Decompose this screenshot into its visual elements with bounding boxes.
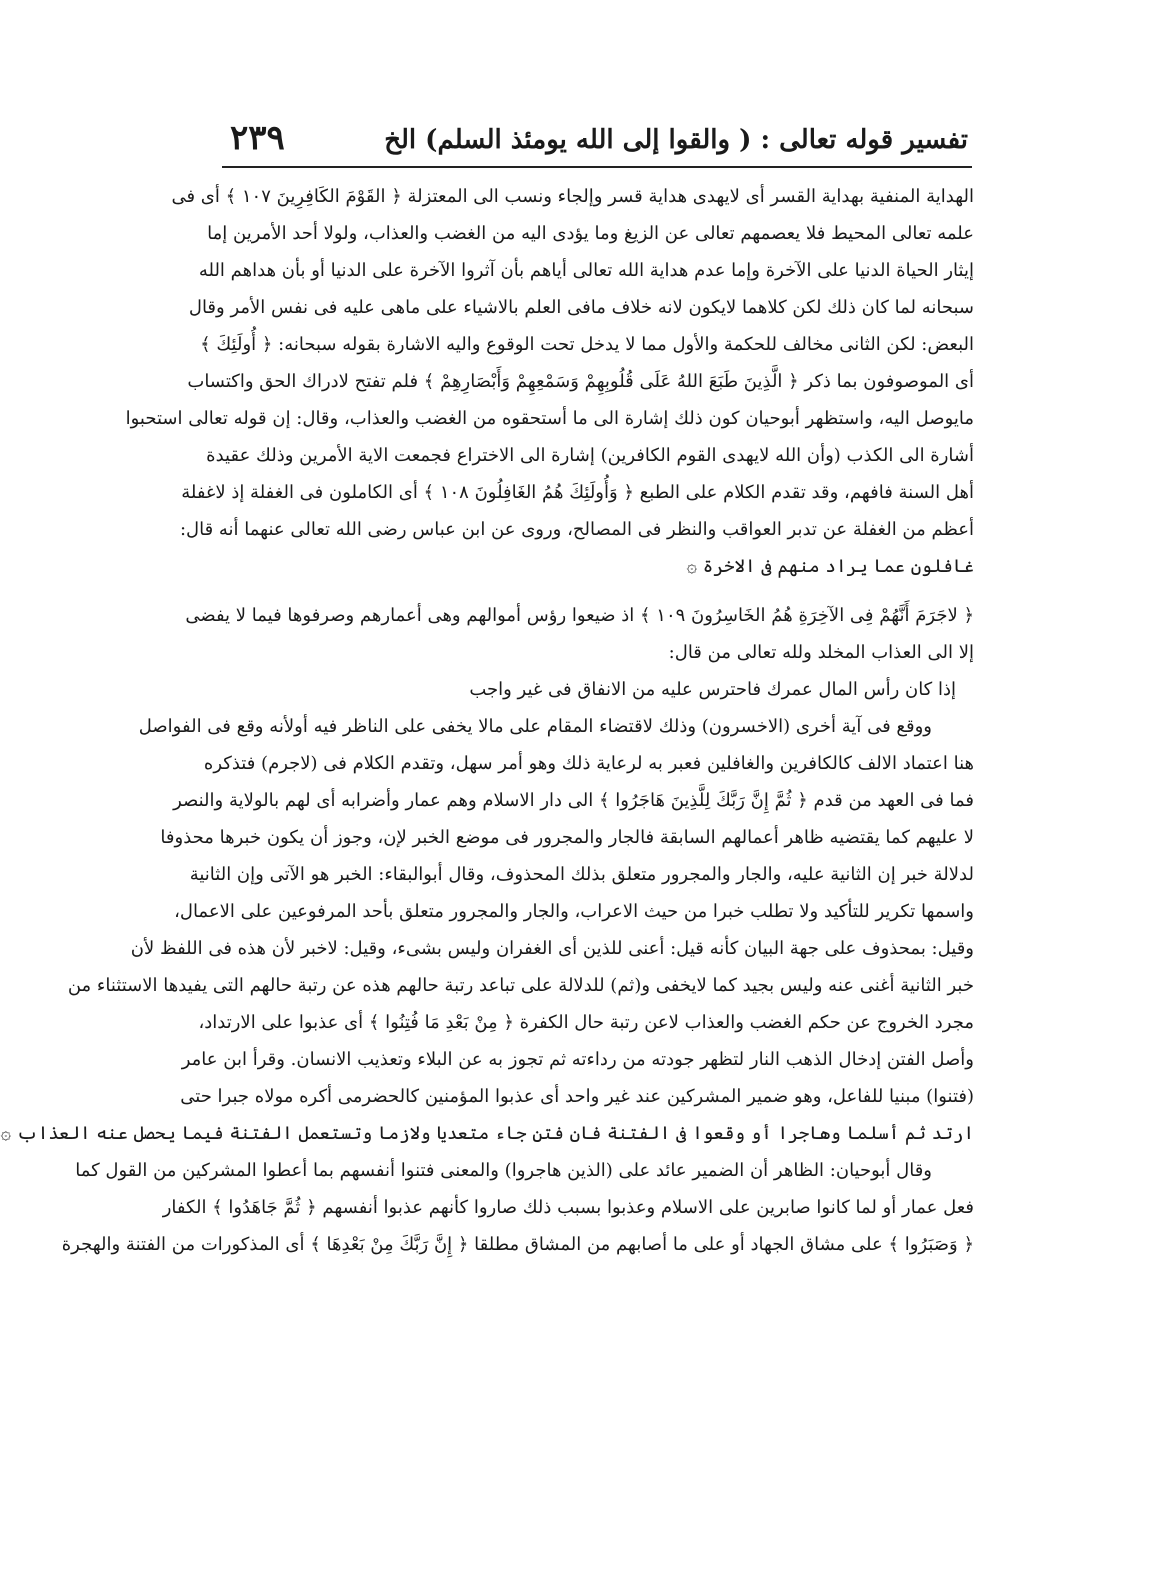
header-rule xyxy=(222,166,972,168)
text-line: مجرد الخروج عن حكم الغضب والعذاب لاعن رتبة حال الكفرة ﴿ مِنْ بَعْدِ مَا فُتِنُوا ﴾ أى عذبوا على الارتداد، xyxy=(198,1012,974,1033)
text-line: (فتنوا) مبنيا للفاعل، وهو ضمير المشركين عند غير واحد أى عذبوا المؤمنين كالحضرمى أكره مولاه جبرا حتى xyxy=(180,1086,974,1107)
paragraph xyxy=(0,708,974,1152)
text-line: أعظم من الغفلة عن تدبر العواقب والنظر فى المصالح، وروى عن ابن عباس رضى الله تعالى عنهما أنه قال: xyxy=(179,519,974,540)
text-line: ووقع فى آية أخرى (الاخسرون) وذلك لاقتضاء المقام على مالا يخفى على الناظر فيه أولأنه وقع فى الفواصل xyxy=(138,716,932,737)
text-line: أى الموصوفون بما ذكر ﴿ الَّذِينَ طَبَعَ اللهُ عَلَى قُلُوبِهِمْ وَسَمْعِهِمْ وَأَبْصَارِهِمْ ﴾ فلم تفتح لادراك الحق واكتساب xyxy=(187,371,974,392)
verse-line: إذا كان رأس المال عمرك فاحترس عليه من الانفاق فى غير واجب xyxy=(469,679,956,700)
paragraph-gap xyxy=(216,585,974,597)
text-line: فما فى العهد من قدم ﴿ ثُمَّ إِنَّ رَبَّكَ لِلَّذِينَ هَاجَرُوا ﴾ الى دار الاسلام وهم عمار وأضرابه أى لهم بالولاية والنصر xyxy=(173,790,974,811)
text-line: إلا الى العذاب المخلد ولله تعالى من قال: xyxy=(668,642,974,663)
paragraph xyxy=(125,178,974,585)
text-line: الهداية المنفية بهداية القسر أى لايهدى هداية قسر وإلجاء ونسب الى المعتزلة ﴿ القَوْمَ الكَافِرِينَ ١٠٧ ﴾ أى فى xyxy=(171,186,974,207)
text-line: وأصل الفتن إدخال الذهب النار لتظهر جودته من رداءته ثم تجوز به عن البلاء وتعذيب الانسان. وقرأ ابن عامر xyxy=(181,1049,974,1070)
text-line: ﴿ وَصَبَرُوا ﴾ على مشاق الجهاد أو على ما أصابهم من المشاق مطلقا ﴿ إِنَّ رَبَّكَ مِنْ بَعْدِهَا ﴾ أى المذكورات من الفتنة والهجرة xyxy=(61,1234,974,1255)
page-number: ٢٣٩ xyxy=(230,118,285,158)
body-text xyxy=(0,178,974,1263)
text-line: وقال أبوحيان: الظاهر أن الضمير عائد على (الذين هاجروا) والمعنى فتنوا أنفسهم بما أعطوا المشركين من القول كما xyxy=(75,1160,932,1181)
text-line: خبر الثانية أغنى عنه وليس بجيد كما لايخفى و(ثم) للدلالة على تباعد رتبة حالهم هذه عن رتبة حالهم التى يفيدها الاستثناء من xyxy=(67,975,974,996)
text-line: البعض: لكن الثانى مخالف للحكمة والأول مما لا يدخل تحت الوقوع واليه الاشارة بقوله سبحانه: ﴿ أُولَئِكَ ﴾ xyxy=(200,334,974,355)
text-line: مايوصل اليه، واستظهر أبوحيان كون ذلك إشارة الى ما أستحقوه من الغضب والعذاب، وقال: إن قوله تعالى استحبوا xyxy=(125,408,974,429)
text-line: واسمها تكرير للتأكيد ولا تطلب خبرا من حيث الاعراب، والجار والمجرور متعلق بأحد المرفوعين على الاعمال، xyxy=(174,901,974,922)
text-line: ﴿ لاجَرَمَ أَنَّهُمْ فِى الآخِرَةِ هُمُ الخَاسِرُونَ ١٠٩ ﴾ اذ ضيعوا رؤس أموالهم وهى أعمارهم وصرفوها فيما لا يفضى xyxy=(185,605,974,626)
poem-verse xyxy=(216,671,974,708)
text-line: علمه تعالى المحيط فلا يعصمهم تعالى عن الزيغ وما يؤدى اليه من الغضب والعذاب، ولولا أحد الأمرين إما xyxy=(207,223,974,244)
paragraph xyxy=(185,597,974,671)
text-line: غافلون عما يراد منهم فى الاخرة ۞ xyxy=(686,556,974,577)
text-line: ارتد ثم أسلما وهاجرا أو وقعوا فى الفتنة فان فتن جاء متعديا ولازما وتستعمل الفتنة فيما يحصل عنه العذاب ۞ xyxy=(0,1123,974,1144)
text-line: أهل السنة فافهم، وقد تقدم الكلام على الطبع ﴿ وَأُولَئِكَ هُمُ الغَافِلُونَ ١٠٨ ﴾ أى الكاملون فى الغفلة إذ لاغفلة xyxy=(181,482,974,503)
page-header xyxy=(230,118,968,162)
paragraph xyxy=(61,1152,974,1263)
text-line: إيثار الحياة الدنيا على الآخرة وإما عدم هداية الله تعالى أياهم بأن آثروا الآخرة على الدنيا أو بأن هداهم الله xyxy=(198,260,974,281)
text-line: وقيل: بمحذوف على جهة البيان كأنه قيل: أعنى للذين أى الغفران وليس بشىء، وقيل: لاخبر لأن هذه فى اللفظ لأن xyxy=(130,938,974,959)
running-title: تفسير قوله تعالى : ( والقوا إلى الله يومئذ السلم) الخ xyxy=(384,125,968,155)
text-line: فعل عمار أو لما كانوا صابرين على الاسلام وعذبوا بسبب ذلك صاروا كأنهم عذبوا أنفسهم ﴿ ثُمَّ جَاهَدُوا ﴾ الكفار xyxy=(162,1197,974,1218)
text-line: لا عليهم كما يقتضيه ظاهر أعمالهم السابقة فالجار والمجرور فى موضع الخبر لإن، وجوز أن يكون خبرها محذوفا xyxy=(160,827,974,848)
text-line: أشارة الى الكذب (وأن الله لايهدى القوم الكافرين) إشارة الى الاختراع فجمعت الاية الأمرين وذلك عقيدة xyxy=(206,445,974,466)
text-line: لدلالة خبر إن الثانية عليه، والجار والمجرور متعلق بذلك المحذوف، وقال أبوالبقاء: الخبر هو الآتى وإن الثانية xyxy=(189,864,974,885)
text-line: سبحانه لما كان ذلك لكن كلاهما لايكون لانه خلاف مافى العلم بالاشياء على ماهى عليه فى نفس الأمر وقال xyxy=(188,297,974,318)
text-line: هنا اعتماد الالف كالكافرين والغافلين فعبر به لرعاية ذلك وهو أمر سهل، وتقدم الكلام فى (لاجرم) فتذكره xyxy=(203,753,974,774)
